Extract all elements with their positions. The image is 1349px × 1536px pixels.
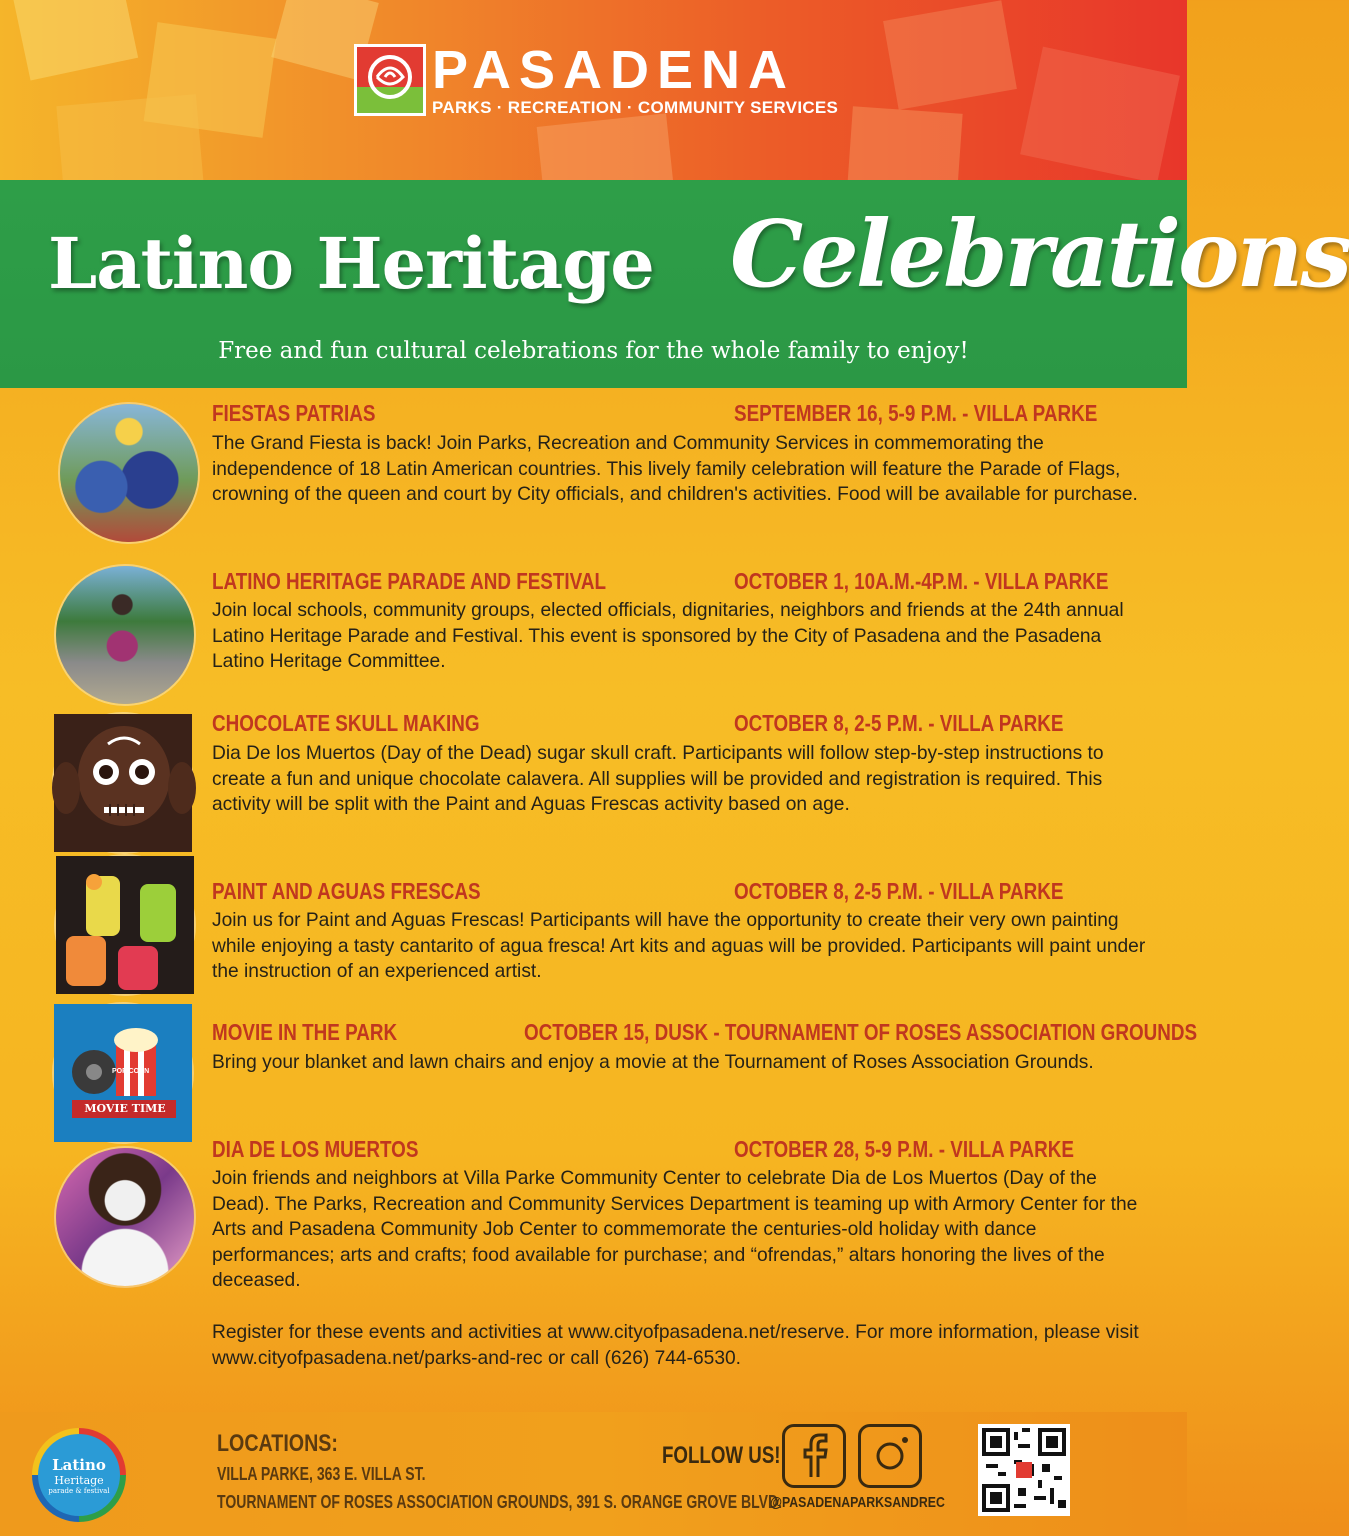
event-date: OCTOBER 28, 5-9 P.M. - VILLA PARKE: [734, 1136, 1074, 1162]
event-photo-aguas-frescas: [56, 856, 194, 994]
social-handle: @PASADENAPARKSANDREC: [770, 1494, 945, 1511]
event-photo-fiestas-patrias: [60, 404, 198, 542]
event-description: Dia De los Muertos (Day of the Dead) sugar skull craft. Participants will follow step-by-step instructions to create a fun and unique chocolate calavera. All supplies will be provided and registration is required. This activity will be split with the Paint and Aguas Frescas activity based on age.: [212, 743, 1104, 815]
page-title-script: Celebrations: [730, 200, 1349, 308]
facebook-glyph: [785, 1427, 843, 1485]
event-title: LATINO HERITAGE PARADE AND FESTIVAL: [212, 568, 606, 594]
location-line: VILLA PARKE, 363 E. VILLA ST.: [217, 1464, 426, 1484]
instagram-icon[interactable]: [858, 1424, 922, 1488]
logo-text: parade & festival: [48, 1486, 110, 1495]
page-title: Latino Heritage: [48, 222, 654, 305]
event-date: OCTOBER 15, DUSK - TOURNAMENT OF ROSES ASSOCIATION GROUNDS: [524, 1019, 1198, 1045]
brand-subtitle: PARKS · RECREATION · COMMUNITY SERVICES: [432, 98, 839, 117]
page-subtitle: Free and fun cultural celebrations for the whole family to enjoy!: [218, 338, 969, 364]
event-description: Bring your blanket and lawn chairs and enjoy a movie at the Tournament of Roses Association Grounds.: [212, 1052, 1094, 1073]
event-title: CHOCOLATE SKULL MAKING: [212, 710, 480, 736]
latino-heritage-logo: [32, 1428, 126, 1522]
event-title: FIESTAS PATRIAS: [212, 400, 376, 426]
register-info: Register for these events and activities at www.cityofpasadena.net/reserve. For more information, please visit www.cityofpasadena.net/parks-and-rec or call (626) 744-6530.: [212, 1322, 1139, 1369]
instagram-glyph: [861, 1427, 919, 1485]
rose-icon: [357, 47, 423, 113]
brand-name: PASADENA: [432, 40, 796, 100]
follow-us-label: FOLLOW US!: [662, 1442, 781, 1469]
drinks-icon: [56, 856, 194, 994]
movie-time-badge: MOVIE TIME: [84, 1102, 166, 1115]
movie-box-label: POP CORN: [112, 1068, 150, 1075]
logo-text: Heritage: [54, 1473, 104, 1487]
qr-code-icon: [982, 1428, 1066, 1512]
event-title: PAINT AND AGUAS FRESCAS: [212, 878, 481, 904]
event-title: MOVIE IN THE PARK: [212, 1019, 398, 1045]
pasadena-rose-logo: [354, 44, 426, 116]
qr-code[interactable]: [978, 1424, 1070, 1516]
event-title: DIA DE LOS MUERTOS: [212, 1136, 419, 1162]
event-photo-parade: [56, 566, 194, 704]
event-date: OCTOBER 8, 2-5 P.M. - VILLA PARKE: [734, 878, 1064, 904]
event-date: OCTOBER 1, 10A.M.-4P.M. - VILLA PARKE: [734, 568, 1109, 594]
event-description: Join us for Paint and Aguas Frescas! Participants will have the opportunity to create their very own painting while enjoying a tasty cantarito of agua fresca! Art kits and aguas will be provided. Participants will paint under the instruction of an experienced artist.: [212, 910, 1146, 982]
event-date: OCTOBER 8, 2-5 P.M. - VILLA PARKE: [734, 710, 1064, 736]
event-description: Join local schools, community groups, elected officials, dignitaries, neighbors and friends at the 24th annual Latino Heritage Parade and Festival. This event is sponsored by the City of Pasadena and the Pasadena Latino Heritage Committee.: [212, 600, 1124, 672]
event-photo-dia-de-los-muertos: [56, 1148, 194, 1286]
event-description: Join friends and neighbors at Villa Parke Community Center to celebrate Dia de Los Muertos (Day of the Dead). The Parks, Recreation and Community Services Department is teaming up with Armory Center for the Arts and Pasadena Community Job Center to commemorate the centuries-old holiday with dance performances; arts and crafts; food available for purchase; and “ofrendas,” altars honoring the lives of the deceased.: [212, 1168, 1138, 1291]
location-line: TOURNAMENT OF ROSES ASSOCIATION GROUNDS, 391 S. ORANGE GROVE BLVD.: [217, 1492, 783, 1512]
event-photo-chocolate-skull: [54, 714, 192, 852]
locations-heading: LOCATIONS:: [217, 1430, 338, 1457]
skull-icon: [54, 714, 192, 852]
event-description: The Grand Fiesta is back! Join Parks, Recreation and Community Services in commemorating the independence of 18 Latin American countries. This lively family celebration will feature the Parade of Flags, crowning of the queen and court by City officials, and children's activities. Food will be available for purchase.: [212, 433, 1138, 505]
logo-text: Latino: [52, 1455, 106, 1474]
event-date: SEPTEMBER 16, 5-9 P.M. - VILLA PARKE: [734, 400, 1098, 426]
facebook-icon[interactable]: [782, 1424, 846, 1488]
